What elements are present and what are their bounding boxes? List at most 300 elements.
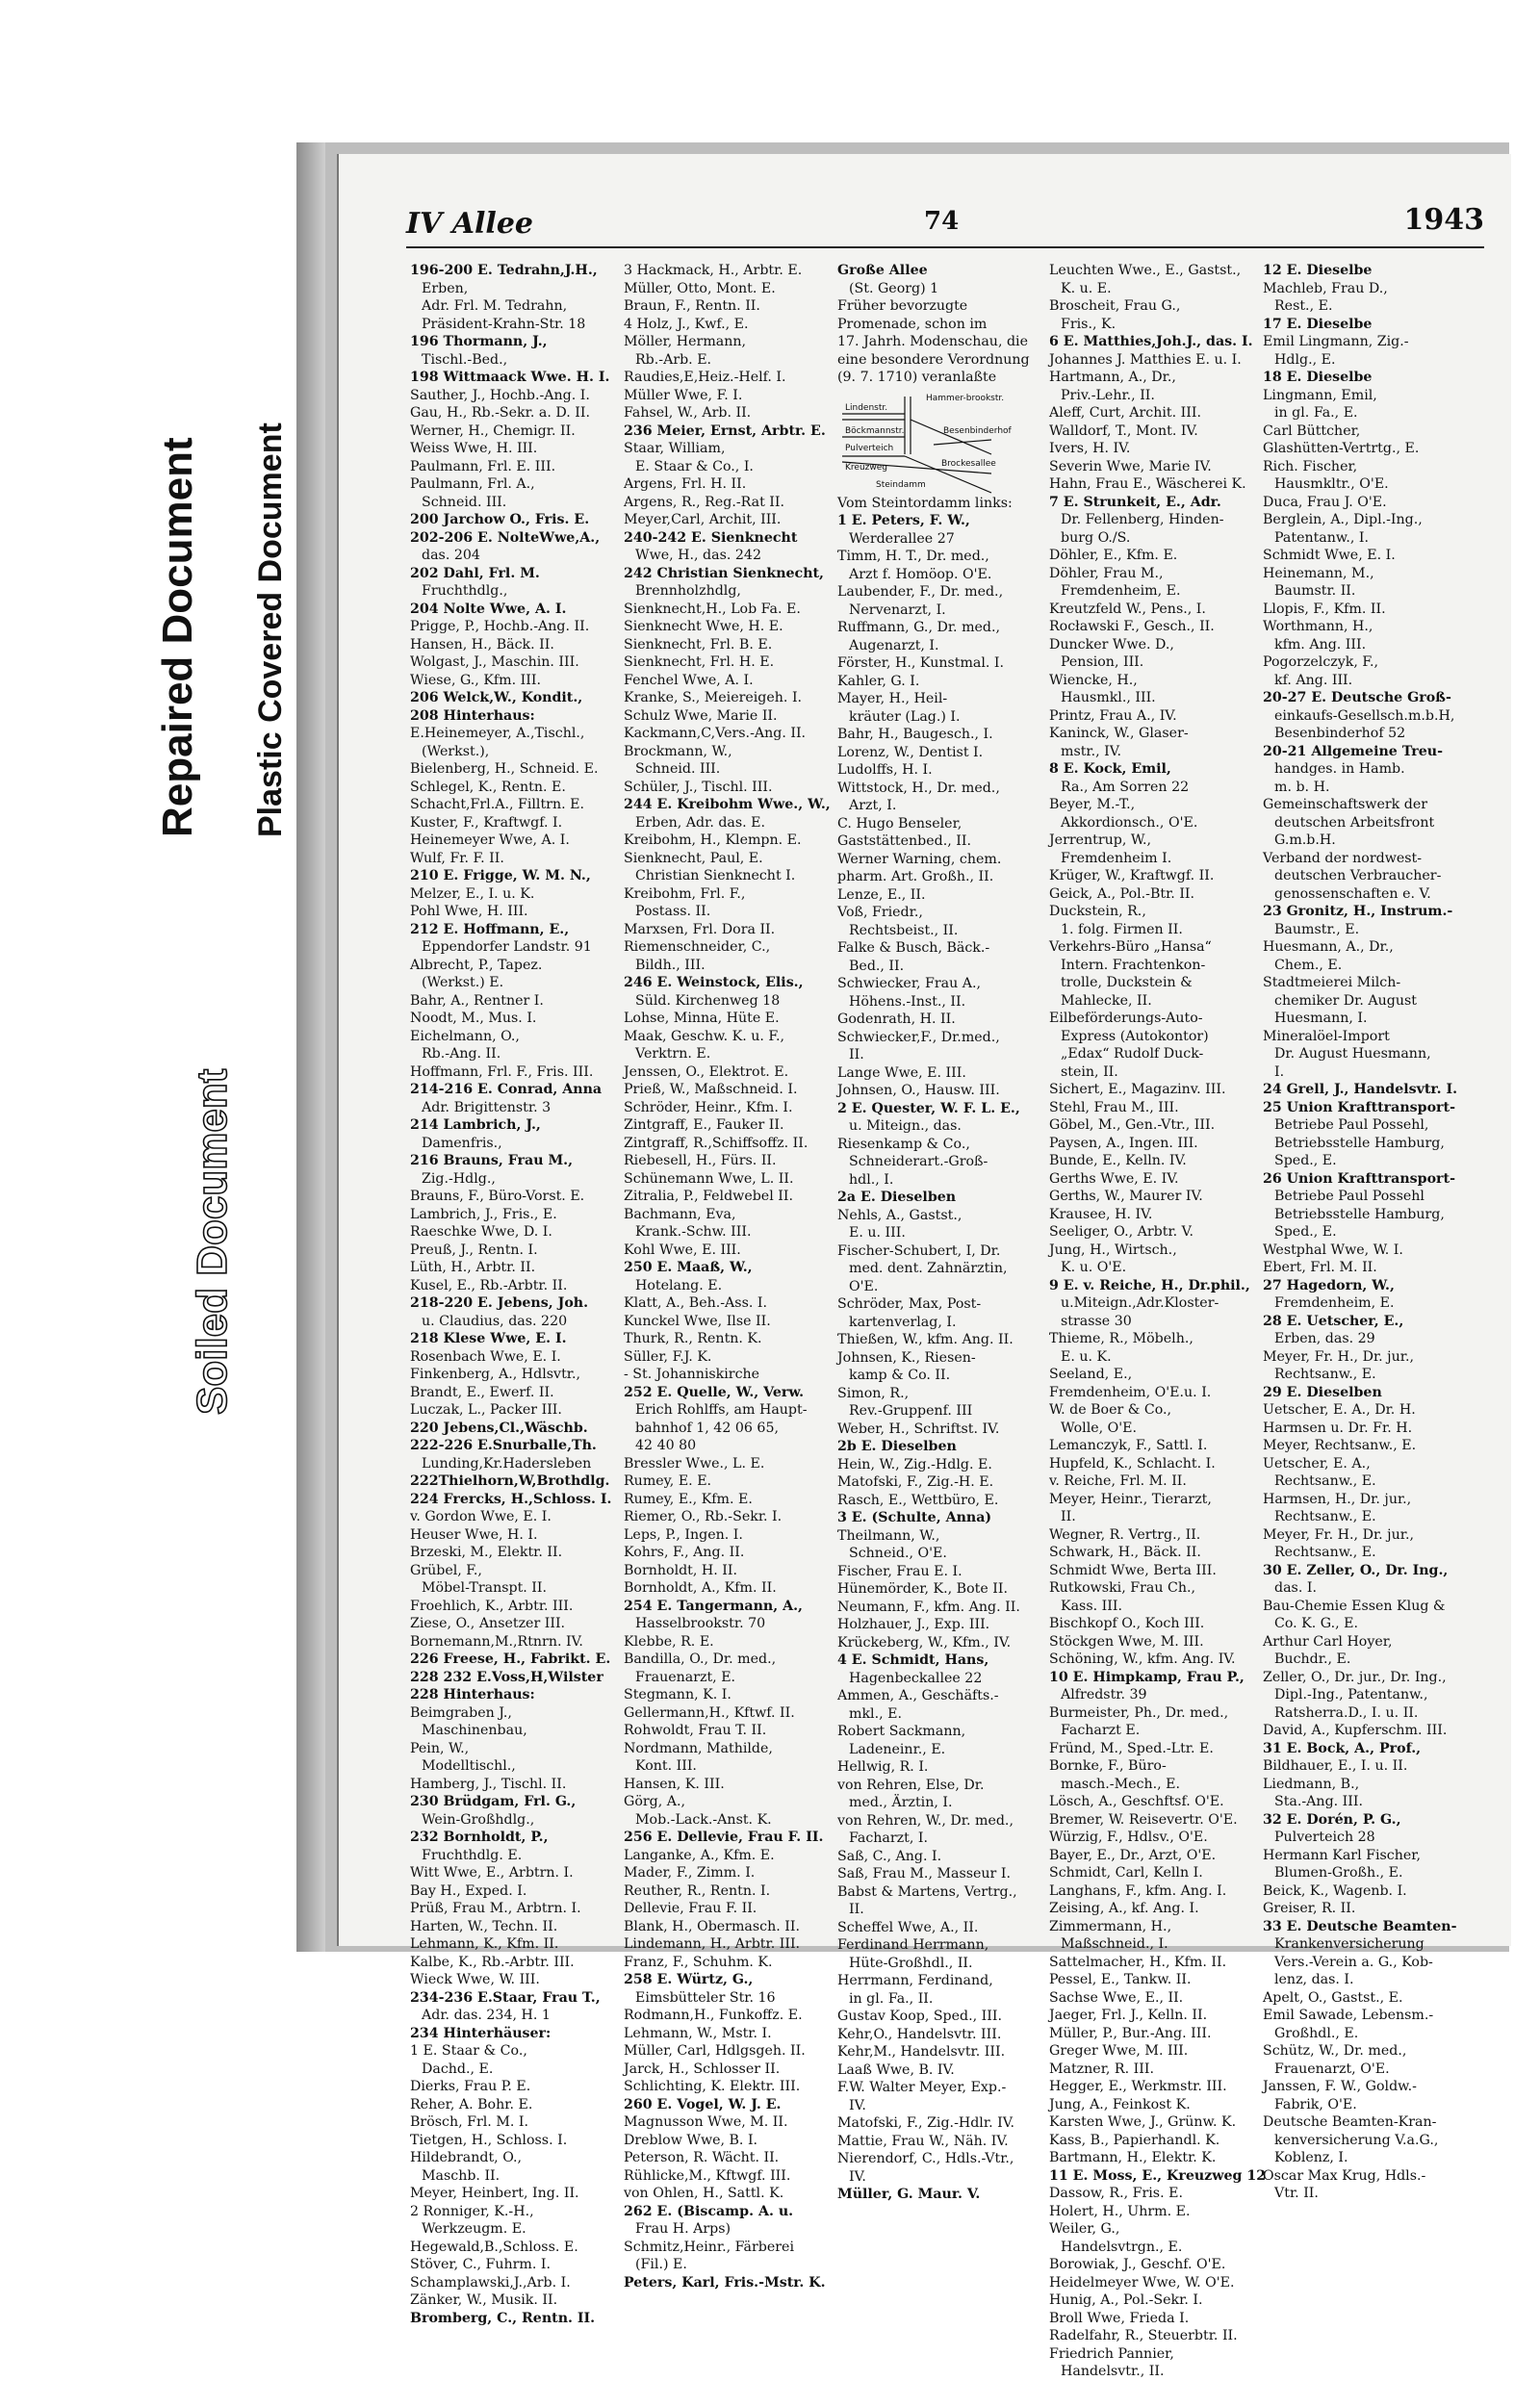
directory-line: Blank, H., Obermasch. II. [624, 1918, 800, 1934]
directory-line: Tietgen, H., Schloss. I. [410, 2132, 568, 2148]
address-entry-heading: 220 Jebens,Cl.,Wäschb. [410, 1420, 588, 1436]
directory-line: Froehlich, K., Arbtr. III. [410, 1598, 574, 1614]
directory-line: Erben, [422, 280, 469, 296]
directory-line: E. Staar & Co., I. [635, 458, 754, 474]
directory-line: Jung, A., Feinkost K. [1049, 2096, 1191, 2112]
directory-line: Apelt, O., Gastst., E. [1263, 1989, 1403, 2006]
directory-line: med. dent. Zahnärztin, [849, 1261, 1008, 1276]
directory-line: m. b. H. [1274, 779, 1330, 795]
directory-line: Wwe, H., das. 242 [635, 548, 761, 563]
directory-line: Riesenkamp & Co., [837, 1136, 970, 1152]
directory-line: Maßschneid., I. [1061, 1936, 1168, 1952]
address-entry-heading: 33 E. Deutsche Beamten- [1263, 1918, 1457, 1934]
directory-line: Printz, Frau A., IV. [1049, 707, 1177, 724]
directory-line: Meyer,Carl, Archit, III. [624, 512, 782, 527]
directory-line: Bornholdt, H. II. [624, 1562, 738, 1578]
directory-line: Arzt, I. [849, 798, 897, 813]
plastic-covered-document-label: Plastic Covered Document [252, 422, 289, 837]
street-heading: IV Allee [406, 207, 533, 241]
directory-line: 4 Holz, J., Kwf., E. [624, 316, 749, 332]
directory-line: Johannes J. Matthies E. u. I. [1049, 351, 1242, 368]
directory-line: Dierks, Frau P. E. [410, 2079, 531, 2094]
directory-line: Müller Wwe, F. I. [624, 387, 743, 403]
directory-line: Rohwoldt, Frau T. II. [624, 1723, 767, 1738]
directory-line: Greiser, R. II. [1263, 1901, 1356, 1916]
directory-line: Finkenberg, A., Hdlsvtr., [410, 1367, 581, 1382]
directory-line: (St. Georg) 1 [849, 280, 939, 296]
directory-line: Scheffel Wwe, A., II. [837, 1919, 979, 1935]
directory-line: Huesmann, I. [1274, 1011, 1368, 1026]
directory-line: Rechtsbeist., II. [849, 922, 959, 938]
address-entry-heading: 2b E. Dieselben [837, 1439, 957, 1454]
directory-line: Meyer, Fr. H., Dr. jur., [1263, 1348, 1414, 1365]
directory-line: Stöckgen Wwe, M. III. [1049, 1633, 1204, 1650]
directory-line: Meyer, Heinr., Tierarzt, [1049, 1491, 1212, 1507]
directory-line: Sachse Wwe, E., II. [1049, 1989, 1184, 2006]
directory-line: Pogorzelczyk, F., [1263, 654, 1379, 670]
directory-line: Bornemann,M.,Rtnrn. IV. [410, 1633, 583, 1650]
header-rule [406, 246, 1484, 248]
directory-line: Aleff, Curt, Archit. III. [1049, 405, 1201, 421]
directory-line: Akkordionsch., O'E. [1061, 814, 1198, 831]
directory-line: Hunig, A., Pol.-Sekr. I. [1049, 2292, 1203, 2308]
address-entry-heading: 228 232 E.Voss,H,Wilster [410, 1669, 603, 1685]
address-entry-heading: 222-226 E.Snurballe,Th. [410, 1438, 597, 1453]
directory-line: Rest., E. [1274, 298, 1333, 314]
directory-line: u. Claudius, das. 220 [422, 1313, 568, 1329]
directory-line: Kass, B., Papierhandl. K. [1049, 2132, 1220, 2148]
directory-line: Nervenarzt, I. [849, 602, 946, 618]
address-entry-heading: 208 Hinterhaus: [410, 707, 535, 724]
directory-line: Seeland, E., [1049, 1367, 1133, 1382]
directory-line: Intern. Frachtenkon- [1061, 957, 1206, 973]
directory-line: Lüth, H., Arbtr. II. [410, 1260, 536, 1275]
directory-line: Matofski, F., Zig.-H. E. [837, 1474, 994, 1490]
directory-line: Emil Lingmann, Zig.- [1263, 334, 1409, 349]
directory-line: Paysen, A., Ingen. III. [1049, 1135, 1198, 1151]
directory-line: Paulmann, Frl. A., [410, 476, 535, 492]
directory-line: 17. Jahrh. Modenschau, die [837, 334, 1028, 349]
directory-line: Bandilla, O., Dr. med., [624, 1651, 777, 1667]
directory-line: Dassow, R., Fris. E. [1049, 2186, 1183, 2201]
directory-line: Rich. Fischer, [1263, 458, 1358, 474]
directory-line: Mader, F., Zimm. I. [624, 1865, 756, 1881]
directory-line: Jenssen, O., Elektrot. E. [624, 1063, 789, 1080]
directory-line: 1. folg. Firmen II. [1061, 921, 1183, 937]
directory-line: Fremdenheim I. [1061, 850, 1172, 866]
directory-line: v. Gordon Wwe, E. I. [410, 1509, 552, 1524]
directory-line: Matzner, R. III. [1049, 2061, 1154, 2077]
directory-line: Gustav Koop, Sped., III. [837, 2009, 1002, 2024]
directory-line: Uetscher, E. A., Dr. H. [1263, 1402, 1416, 1418]
directory-line: Kreutzfeld W., Pens., I. [1049, 601, 1206, 617]
map-street-label: Brockesallee [941, 458, 996, 469]
directory-line: Walldorf, T., Mont. IV. [1049, 422, 1198, 439]
directory-line: Brösch, Frl. M. I. [410, 2114, 528, 2130]
directory-line: Ivers, H. IV. [1049, 441, 1131, 456]
directory-line: Bildh., III. [635, 957, 706, 973]
address-entry-heading: 250 E. Maaß, W., [624, 1260, 753, 1275]
column-4 [1049, 262, 1267, 2381]
directory-line: Handelsvtrgn., E. [1061, 2239, 1183, 2255]
directory-line: Mattie, Frau W., Näh. IV. [837, 2133, 1009, 2149]
directory-line: Duncker Wwe. D., [1049, 636, 1174, 653]
address-entry-heading: 4 E. Schmidt, Hans, [837, 1652, 989, 1668]
directory-line: Vtr. II. [1274, 2186, 1319, 2201]
address-entry-heading: 28 E. Uetscher, E., [1263, 1313, 1404, 1329]
directory-line: Bahr, A., Rentner I. [410, 992, 544, 1009]
directory-line: Rechtsanw., E. [1274, 1473, 1376, 1489]
directory-line: Radelfahr, R., Steuerbtr. II. [1049, 2328, 1238, 2343]
directory-line: Erben, Adr. das. E. [635, 814, 766, 831]
directory-line: von Rehren, W., Dr. med., [837, 1812, 1014, 1829]
directory-line: Zintgraff, E., Fauker II. [624, 1117, 784, 1133]
directory-line: Adr. Frl. M. Tedrahn, [422, 298, 568, 314]
directory-line: Fischer-Schubert, I, Dr. [837, 1242, 1001, 1259]
directory-line: Weiler, G., [1049, 2221, 1120, 2237]
directory-line: Rühlicke,M., Kftwgf. III. [624, 2167, 791, 2184]
directory-line: Uetscher, E. A., [1263, 1455, 1371, 1472]
address-entry-heading: Bromberg, C., Rentn. II. [410, 2310, 596, 2326]
directory-line: Brzeski, M., Elektr. II. [410, 1545, 563, 1560]
directory-line: Süller, F.J. K. [624, 1348, 712, 1365]
address-entry-heading: 29 E. Dieselben [1263, 1384, 1382, 1400]
directory-line: K. u. O'E. [1061, 1260, 1127, 1275]
directory-line: mstr., IV. [1061, 743, 1122, 759]
directory-line: Bressler Wwe., L. E. [624, 1455, 765, 1472]
directory-line: Hamberg, J., Tischl. II. [410, 1776, 567, 1792]
directory-line: Leps, P., Ingen. I. [624, 1526, 743, 1543]
directory-line: Schamplawski,J.,Arb. I. [410, 2274, 571, 2291]
directory-line: Express (Autokontor) [1061, 1028, 1209, 1044]
directory-line: Möbel-Transpt. II. [422, 1580, 548, 1596]
directory-line: David, A., Kupferschm. III. [1263, 1723, 1448, 1738]
directory-line: Rev.-Gruppenf. III [849, 1403, 973, 1419]
directory-line: Prigge, P., Hochb.-Ang. II. [410, 619, 590, 634]
directory-line: Neumann, F., kfm. Ang. II. [837, 1599, 1020, 1615]
directory-line: Fremdenheim, O'E.u. I. [1049, 1384, 1212, 1400]
directory-line: pharm. Art. Großh., II. [837, 869, 994, 884]
directory-line: Oscar Max Krug, Hdls.- [1263, 2167, 1426, 2184]
directory-line: Hagenbeckallee 22 [849, 1670, 983, 1686]
directory-line: Bunde, E., Kelln. IV. [1049, 1153, 1187, 1168]
directory-line: - St. Johanniskirche [624, 1367, 760, 1382]
directory-line: Dreblow Wwe, B. I. [624, 2132, 758, 2148]
directory-line: Lemanczyk, F., Sattl. I. [1049, 1438, 1208, 1453]
directory-line: Vers.-Verein a. G., Kob- [1274, 1954, 1433, 1970]
directory-line: Betriebsstelle Hamburg, [1274, 1206, 1445, 1222]
directory-line: lenz, das. I. [1274, 1972, 1354, 1987]
directory-line: Frau H. Arps) [635, 2221, 732, 2237]
directory-line: Rechtsanw., E. [1274, 1509, 1376, 1524]
directory-line: Sienknecht, Frl. H. E. [624, 654, 775, 670]
directory-line: Ruffmann, G., Dr. med., [837, 620, 1001, 635]
directory-line: Schneid. III. [635, 761, 721, 777]
directory-line: deutschen Verbraucher- [1274, 868, 1442, 883]
directory-line: v. Reiche, Frl. M. II. [1049, 1473, 1187, 1489]
directory-line: W. de Boer & Co., [1049, 1402, 1172, 1418]
directory-line: Simon, R., [837, 1385, 910, 1401]
directory-line: Fenchel Wwe, A. I. [624, 672, 754, 688]
directory-line: Kehr,M., Handelsvtr. III. [837, 2044, 1006, 2060]
directory-line: Höhens.-Inst., II. [849, 993, 966, 1010]
directory-line: Chem., E. [1274, 957, 1343, 973]
directory-line: Wolle, O'E. [1061, 1420, 1138, 1436]
directory-line: Godenrath, H. II. [837, 1011, 956, 1027]
directory-line: Bay H., Exped. I. [410, 1882, 527, 1899]
directory-line: Carl Büttcher, [1263, 422, 1361, 439]
directory-line: Melzer, E., I. u. K. [410, 885, 535, 902]
directory-line: Burmeister, Ph., Dr. med., [1049, 1704, 1229, 1721]
address-entry-heading: 230 Brüdgam, Frl. G., [410, 1794, 577, 1809]
directory-line: Sauther, J., Hochb.-Ang. I. [410, 387, 590, 403]
directory-line: Brauns, F., Büro-Vorst. E. [410, 1189, 585, 1204]
directory-line: Co. K. G., E. [1274, 1616, 1359, 1631]
directory-line: Wittstock, H., Dr. med., [837, 780, 1000, 796]
directory-line: Möller, Hermann, [624, 334, 747, 349]
address-entry-heading: 9 E. v. Reiche, H., Dr.phil., [1049, 1277, 1250, 1293]
address-entry-heading: 260 E. Vogel, W. J. E. [624, 2096, 782, 2112]
directory-line: Stadtmeierei Milch- [1263, 975, 1401, 990]
directory-line: Rocławski F., Gesch., II. [1049, 619, 1215, 634]
directory-line: Sienknecht,H., Lob Fa. E. [624, 601, 801, 617]
directory-line: Rumey, E., Kfm. E. [624, 1491, 753, 1507]
directory-line: Blumen-Großh., E. [1274, 1865, 1403, 1881]
address-entry-heading: 236 Meier, Ernst, Arbtr. E. [624, 422, 826, 439]
directory-line: Pension, III. [1061, 654, 1144, 670]
address-entry-heading: 196-200 E. Tedrahn,J.H., [410, 263, 598, 278]
directory-line: burg O./S. [1061, 529, 1131, 546]
directory-line: Jerrentrup, W., [1049, 832, 1152, 848]
directory-line: Zeller, O., Dr. jur., Dr. Ing., [1263, 1669, 1447, 1685]
address-entry-heading: 6 E. Matthies,Joh.J., das. I. [1049, 334, 1253, 349]
directory-line: Hasselbrookstr. 70 [635, 1616, 766, 1631]
directory-line: Wiencke, H., [1049, 672, 1138, 688]
directory-line: Ludolffs, H. I. [837, 762, 933, 778]
directory-line: Sped., E. [1274, 1224, 1337, 1240]
directory-line: Argens, R., Reg.-Rat II. [624, 494, 785, 510]
directory-line: Meyer, Fr. H., Dr. jur., [1263, 1526, 1414, 1543]
directory-line: 3 Hackmack, H., Arbtr. E. [624, 263, 803, 278]
address-entry-heading: 256 E. Dellevie, Frau F. II. [624, 1830, 824, 1845]
directory-line: Meyer, Heinbert, Ing. II. [410, 2186, 579, 2201]
directory-line: Borowiak, J., Geschf. O'E. [1049, 2257, 1226, 2272]
directory-line: Früher bevorzugte [837, 298, 968, 314]
directory-line: Krausee, H. IV. [1049, 1206, 1153, 1222]
directory-line: Kunckel Wwe, Ilse II. [624, 1313, 771, 1329]
address-entry-heading: 202 Dahl, Frl. M. [410, 565, 540, 581]
directory-line: Gemeinschaftswerk der [1263, 797, 1427, 812]
directory-line: Hartmann, A., Dr., [1049, 370, 1176, 385]
directory-line: Baumstr. II. [1274, 583, 1356, 599]
directory-line: kfm. Ang. III. [1274, 636, 1367, 653]
directory-line: Babst & Martens, Vertrg., [837, 1883, 1017, 1900]
directory-line: Friedrich Pannier, [1049, 2345, 1174, 2362]
directory-line: Hermann Karl Fischer, [1263, 1847, 1422, 1863]
directory-line: Augenarzt, I. [849, 637, 939, 653]
directory-line: Hegewald,B.,Schloss. E. [410, 2239, 578, 2255]
directory-line: Gerths Wwe, E. IV. [1049, 1170, 1179, 1187]
page-number: 74 [924, 207, 960, 236]
directory-line: Stehl, Frau M., III. [1049, 1099, 1179, 1115]
directory-line: Schneiderart.-Groß- [849, 1154, 988, 1169]
directory-line: Zimmermann, H., [1049, 1918, 1172, 1934]
repaired-document-label: Repaired Document [154, 437, 201, 837]
address-entry-heading: 254 E. Tangermann, A., [624, 1598, 803, 1614]
directory-line: Bornholdt, A., Kfm. II. [624, 1580, 777, 1596]
directory-line: Hünemörder, K., Bote II. [837, 1581, 1008, 1597]
directory-line: Stöver, C., Fuhrm. I. [410, 2257, 551, 2272]
directory-line: Laubender, F., Dr. med., [837, 584, 1004, 600]
directory-line: Buchdr., E. [1274, 1651, 1351, 1667]
address-entry-heading: 262 E. (Biscamp. A. u. [624, 2203, 794, 2219]
directory-line: Fremdenheim, E. [1061, 583, 1181, 599]
directory-line: Mineralöel-Import [1263, 1028, 1390, 1044]
directory-line: Kalbe, K., Rb.-Arbtr. III. [410, 1954, 575, 1970]
directory-line: Sienknecht, Paul, E. [624, 850, 763, 866]
directory-line: Schneid. III. [422, 494, 507, 510]
directory-line: stein, II. [1061, 1063, 1118, 1080]
address-entry-heading: 23 Gronitz, H., Instrum.- [1263, 904, 1453, 919]
address-entry-heading: 216 Brauns, Frau M., [410, 1153, 574, 1168]
directory-line: Maak, Geschw. K. u. F., [624, 1028, 785, 1044]
address-entry-heading: 18 E. Dieselbe [1263, 370, 1373, 385]
directory-line: Huesmann, A., Dr., [1263, 939, 1394, 955]
address-entry-heading: 1 E. Peters, F. W., [837, 513, 970, 528]
directory-line: Krank.-Schw. III. [635, 1224, 752, 1240]
address-entry-heading: 214-216 E. Conrad, Anna [410, 1082, 603, 1097]
directory-line: K. u. E. [1061, 280, 1112, 296]
directory-line: Braun, F., Rentn. II. [624, 298, 760, 314]
directory-line: Präsident-Krahn-Str. 18 [422, 316, 586, 332]
directory-line: Schwiecker, Frau A., [837, 976, 982, 991]
directory-line: Mob.-Lack.-Anst. K. [635, 1811, 772, 1828]
directory-line: med., Ärztin, I. [849, 1795, 953, 1810]
directory-line: Schacht,Frl.A., Filltrn. E. [410, 797, 584, 812]
directory-line: Rutkowski, Frau Ch., [1049, 1580, 1195, 1596]
directory-line: Fruchthdlg., [422, 583, 508, 599]
directory-line: Wolgast, J., Maschin. III. [410, 654, 579, 670]
directory-line: Kuster, F., Kraftwgf. I. [410, 814, 563, 831]
directory-line: Gellermann,H., Kftwf. II. [624, 1704, 795, 1721]
directory-line: deutschen Arbeitsfront [1274, 814, 1435, 831]
directory-line: mkl., E. [849, 1705, 902, 1722]
directory-line: Glashütten-Vertrtg., E. [1263, 441, 1420, 456]
directory-line: Voß, Friedr., [837, 905, 923, 920]
directory-line: Gerths, W., Maurer IV. [1049, 1189, 1203, 1204]
directory-line: Riebesell, H., Fürs. II. [624, 1153, 777, 1168]
directory-line: Johnsen, K., Riesen- [837, 1349, 976, 1366]
directory-line: Schmidt Wwe, Berta III. [1049, 1562, 1217, 1578]
directory-line: Bildhauer, E., I. u. II. [1263, 1758, 1408, 1774]
address-entry-heading: 27 Hagedorn, W., [1263, 1277, 1395, 1293]
directory-line: Weiss Wwe, H. III. [410, 441, 538, 456]
directory-line: Wieck Wwe, W. III. [410, 1972, 540, 1987]
street-map-sketch [837, 387, 1035, 495]
address-entry-heading: 226 Freese, H., Fabrikt. E. [410, 1651, 611, 1667]
address-entry-heading: 32 E. Dorén, P. G., [1263, 1811, 1401, 1828]
directory-line: Machleb, Frau D., [1263, 280, 1388, 296]
directory-line: Kahler, G. I. [837, 673, 920, 689]
directory-line: in gl. Fa., II. [849, 1990, 934, 2007]
directory-line: Broscheit, Frau G., [1049, 298, 1181, 314]
directory-line: Vom Steintordamm links: [837, 495, 1013, 511]
directory-line: Thurk, R., Rentn. K. [624, 1331, 762, 1346]
directory-line: Holert, H., Uhrm. E. [1049, 2203, 1191, 2219]
directory-line: Jaeger, Frl. J., Kelln. II. [1049, 2008, 1208, 2023]
directory-line: Berglein, A., Dipl.-Ing., [1263, 512, 1423, 527]
address-entry-heading: 244 E. Kreibohm Wwe., W., [624, 797, 831, 812]
directory-line: Noodt, M., Mus. I. [410, 1011, 537, 1026]
address-entry-heading: 214 Lambrich, J., [410, 1117, 541, 1133]
map-street-label: Hammer-brookstr. [926, 393, 1005, 403]
directory-line: Förster, H., Kunstmal. I. [837, 655, 1005, 671]
directory-line: Raeschke Wwe, D. I. [410, 1224, 552, 1240]
address-entry-heading: 246 E. Weinstock, Elis., [624, 975, 804, 990]
directory-line: 2 Ronniger, K.-H., [410, 2203, 534, 2219]
address-entry-heading: 232 Bornholdt, P., [410, 1830, 549, 1845]
directory-line: Betriebe Paul Possehl [1274, 1189, 1424, 1204]
directory-line: Sattelmacher, H., Kfm. II. [1049, 1954, 1227, 1970]
directory-line: Prüß, Frau M., Arbtrn. I. [410, 1901, 581, 1916]
directory-line: Erich Rohlffs, am Haupt- [635, 1402, 808, 1418]
directory-line: Bayer, E., Dr., Arzt, O'E. [1049, 1847, 1217, 1863]
directory-line: Leuchten Wwe., E., Gastst., [1049, 263, 1242, 278]
address-entry-heading: 26 Union Krafttransport- [1263, 1170, 1455, 1187]
address-entry-heading: 258 E. Würtz, G., [624, 1972, 754, 1987]
address-entry-heading: 210 E. Frigge, W. M. N., [410, 868, 591, 883]
directory-line: Adr. Brigittenstr. 3 [422, 1099, 552, 1115]
address-entry-heading: 218 Klese Wwe, E. I. [410, 1331, 567, 1346]
directory-line: Liedmann, B., [1263, 1776, 1360, 1792]
directory-line: Priv.-Lehr., II. [1061, 387, 1155, 403]
directory-line: Modelltischl., [422, 1758, 516, 1774]
directory-line: Maschb. II. [422, 2167, 500, 2184]
directory-line: Grübel, F., [410, 1562, 482, 1578]
directory-line: Görg, A., [624, 1794, 686, 1809]
directory-line: Dellevie, Frau F. II. [624, 1901, 757, 1916]
address-entry-heading: 2a E. Dieselben [837, 1190, 957, 1205]
directory-line: Rechtsanw., E. [1274, 1367, 1376, 1382]
directory-line: Bau-Chemie Essen Klug & [1263, 1598, 1446, 1614]
directory-line: Prieß, W., Maßschneid. I. [624, 1082, 798, 1097]
directory-line: Bornke, F., Büro- [1049, 1758, 1167, 1774]
directory-line: Kackmann,C,Vers.-Ang. II. [624, 726, 807, 741]
directory-line: Bielenberg, H., Schneid. E. [410, 761, 599, 777]
directory-line: Matofski, F., Zig.-Hdlr. IV. [837, 2115, 1014, 2131]
directory-line: Heuser Wwe, H. I. [410, 1526, 538, 1543]
directory-line: (Fil.) E. [635, 2257, 687, 2272]
directory-line: Hotelang. E. [635, 1277, 723, 1293]
address-entry-heading: 2 E. Quester, W. F. L. E., [837, 1100, 1020, 1116]
directory-line: Schmidt Wwe, E. I. [1263, 548, 1396, 563]
directory-line: Besenbinderhof 52 [1274, 726, 1406, 741]
directory-line: Göbel, M., Gen.-Vtr., III. [1049, 1117, 1216, 1133]
directory-line: Verktrn. E. [635, 1046, 711, 1062]
directory-line: Paulmann, Frl. E. III. [410, 458, 556, 474]
directory-line: einkaufs-Gesellsch.m.b.H, [1274, 707, 1455, 724]
directory-line: Müller, Carl, Hdlgsgeh. II. [624, 2043, 806, 2059]
directory-line: O'E. [849, 1278, 879, 1294]
directory-line: Klebbe, R. E. [624, 1633, 714, 1650]
directory-line: Eichelmann, O., [410, 1028, 520, 1044]
directory-line: Timm, H. T., Dr. med., [837, 549, 989, 564]
address-entry-heading: 11 E. Moss, E., Kreuzweg 12 [1049, 2167, 1267, 2184]
directory-line: Langanke, A., Kfm. E. [624, 1847, 775, 1863]
directory-line: Falke & Busch, Bäck.- [837, 940, 990, 956]
directory-line: Kehr,O., Handelsvtr. III. [837, 2026, 1002, 2042]
directory-line: Schröder, Max, Post- [837, 1296, 982, 1312]
